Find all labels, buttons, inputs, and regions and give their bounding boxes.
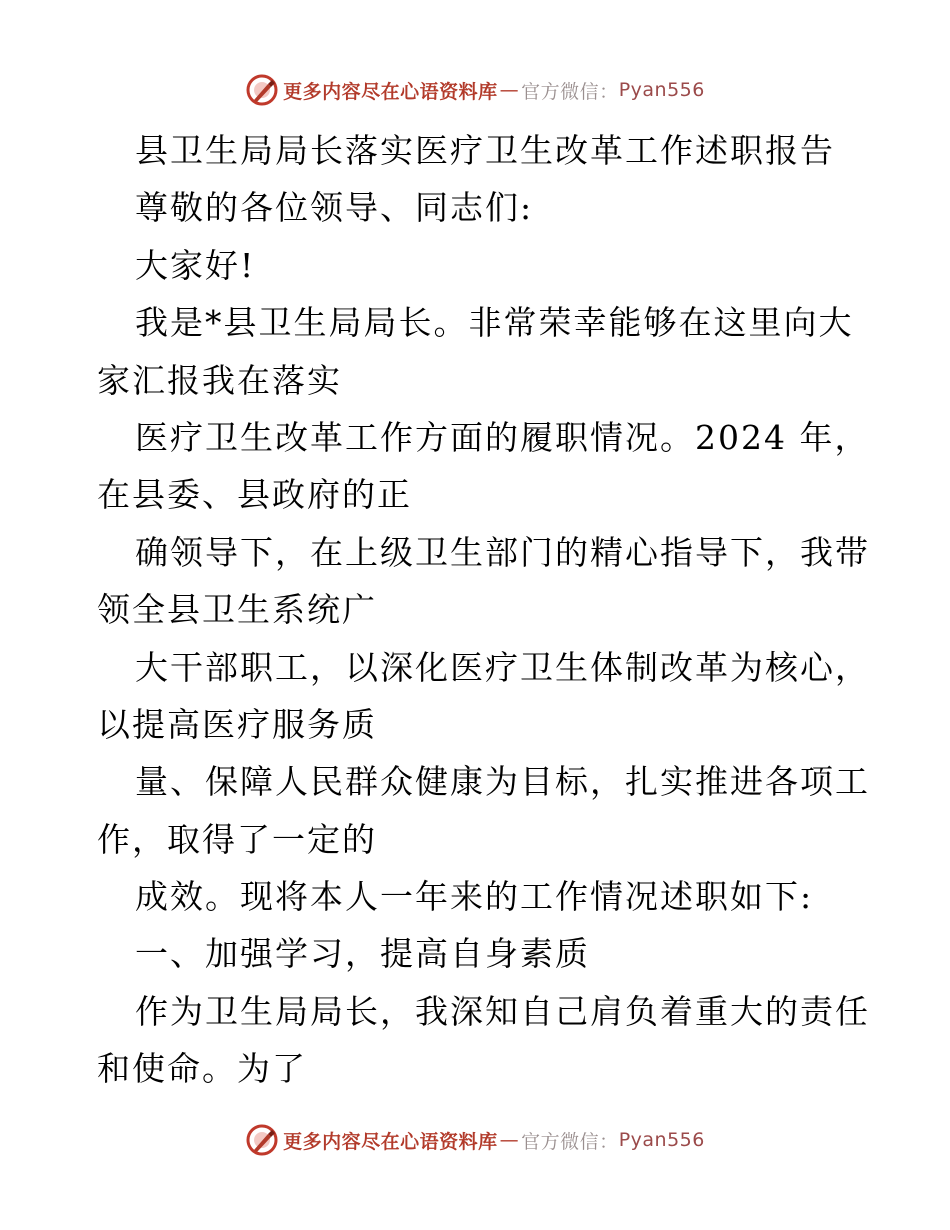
- document-line: 大家好!: [135, 245, 256, 285]
- document-line: 和使命。为了: [97, 1049, 307, 1089]
- document-title: 县卫生局局长落实医疗卫生改革工作述职报告: [135, 131, 835, 170]
- document-line: 领全县卫生系统广: [97, 590, 377, 630]
- pen-nib-logo-icon: [245, 73, 279, 107]
- banner-wechat-id: Pyan556: [618, 1129, 705, 1151]
- document-line: 医疗卫生改革工作方面的履职情况。2024 年，: [135, 417, 870, 457]
- document-line: 家汇报我在落实: [97, 360, 342, 400]
- document-line: 作为卫生局局长，我深知自己肩负着重大的责任: [135, 991, 870, 1031]
- footer-banner: [0, 1120, 950, 1160]
- document-line: 一、加强学习，提高自身素质: [135, 934, 590, 974]
- banner-wechat-id: Pyan556: [618, 79, 705, 101]
- header-banner: [0, 70, 950, 110]
- banner-separator: —: [499, 1129, 520, 1151]
- banner-separator: —: [499, 79, 520, 101]
- document-line: 以提高医疗服务质: [97, 704, 377, 744]
- document-body: [0, 122, 950, 1098]
- banner-brand: 更多内容尽在心语资料库: [283, 1130, 498, 1153]
- document-line: 大干部职工，以深化医疗卫生体制改革为核心，: [135, 647, 870, 687]
- banner-label: 官方微信：: [521, 80, 619, 103]
- document-line: 量、保障人民群众健康为目标，扎实推进各项工: [135, 762, 870, 802]
- document-line: 我是*县卫生局局长。非常荣幸能够在这里向大: [135, 303, 854, 343]
- document-line: 尊敬的各位领导、同志们:: [135, 188, 534, 228]
- document-line: 确领导下，在上级卫生部门的精心指导下，我带: [135, 532, 870, 572]
- pen-nib-logo-icon: [245, 1123, 279, 1157]
- banner-label: 官方微信：: [521, 1130, 619, 1153]
- banner-brand: 更多内容尽在心语资料库: [283, 80, 498, 103]
- document-line: 成效。现将本人一年来的工作情况述职如下:: [135, 877, 814, 917]
- document-line: 在县委、县政府的正: [97, 475, 412, 515]
- document-line: 作，取得了一定的: [97, 819, 377, 859]
